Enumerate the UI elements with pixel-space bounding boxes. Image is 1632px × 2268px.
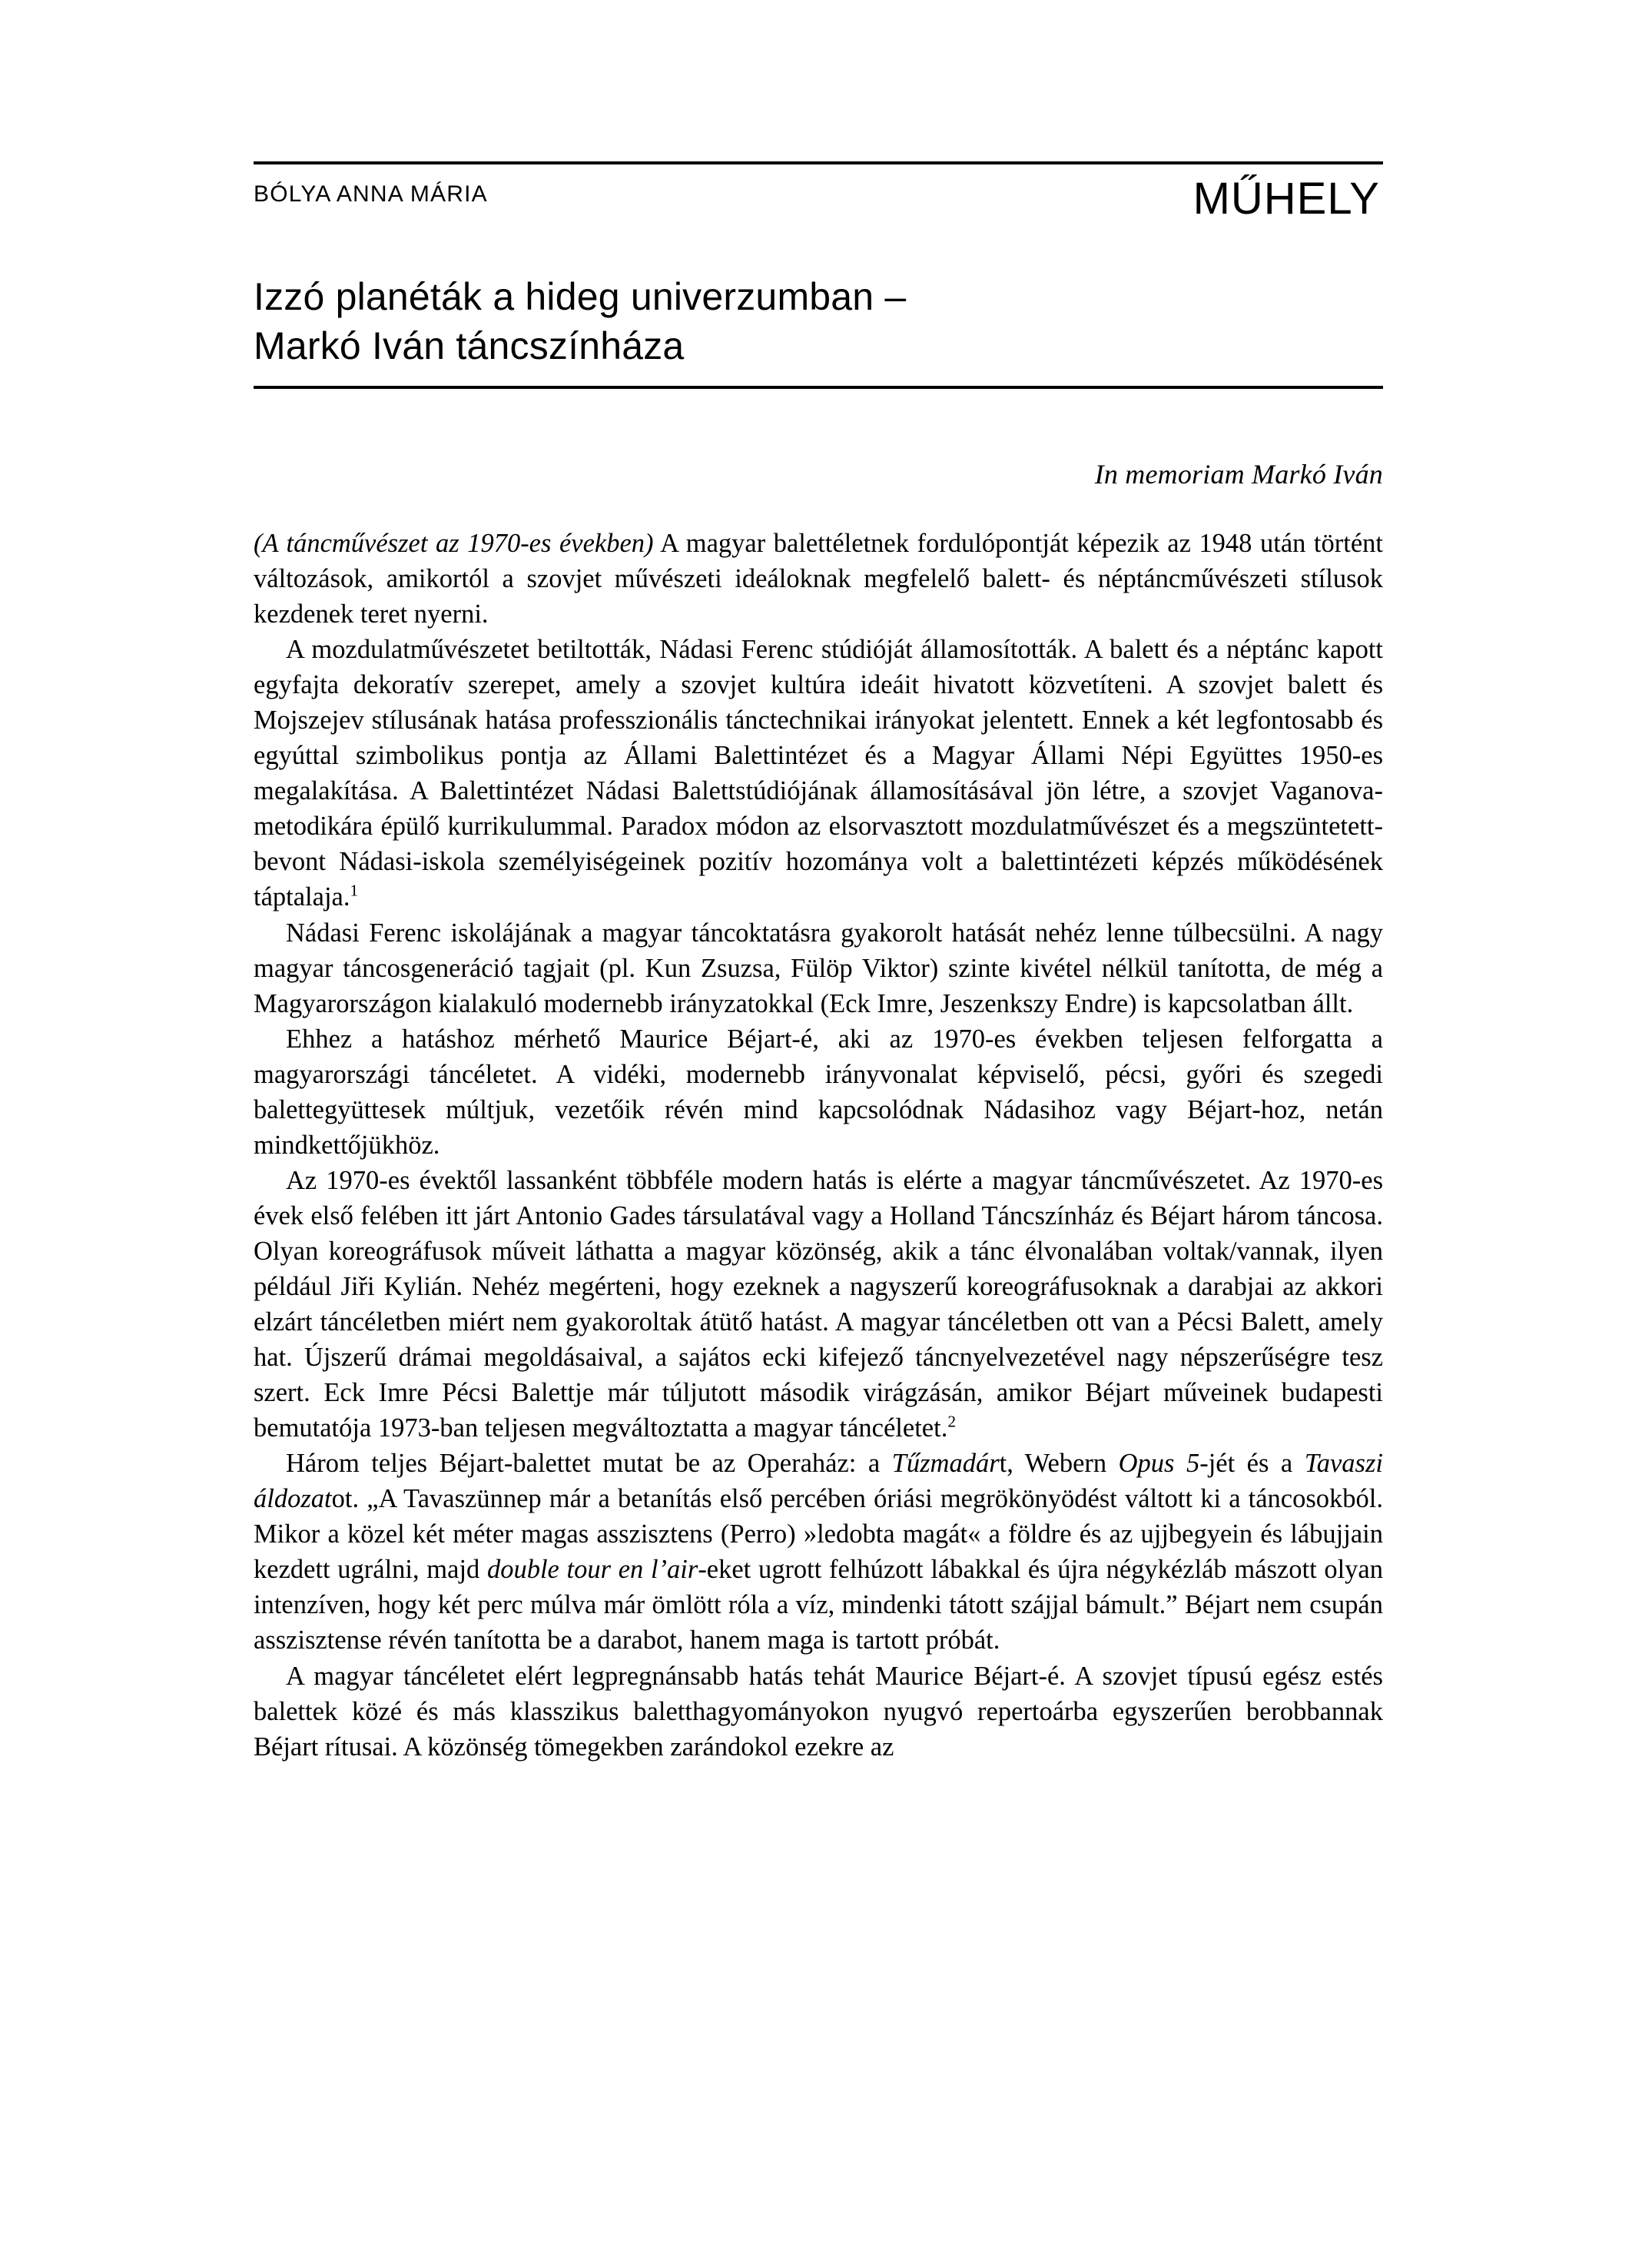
emphasis-text: Tavaszi áldozat	[254, 1449, 1383, 1514]
page-title-line-2: Markó Iván táncszínháza	[254, 324, 685, 367]
dedication: In memoriam Markó Iván	[1094, 459, 1383, 490]
body-text-run: Az 1970-es évektől lassanként többféle modern hatás is elérte a magyar táncművészetet. Az 1970-es évek első felében itt járt Antonio Gades társulatával vagy a Holland Táncszínház és Béjart három táncosa. Olyan koreográfusok műveit láthatta a magyar közönség, akik a tánc élvonalában voltak/vannak, ilyen például Jiři Kylián. Nehéz megérteni, hogy ezeknek a nagyszerű koreográfusoknak a darabjai az akkori elzárt táncéletben miért nem gyakoroltak átütő hatást. A magyar táncéletben ott van a Pécsi Balett, amely hat. Újszerű drámai megoldásaival, a sajátos ecki kifejező táncnyelvezetével nagy népszerűségre tesz szert. Eck Imre Pécsi Balettje már túljutott második virágzásán, amikor Béjart műveinek budapesti bemutatója 1973-ban teljesen megváltoztatta a magyar táncéletet.	[254, 1165, 1383, 1443]
body-text-run: A mozdulatművészetet betiltották, Nádasi Ferenc stúdióját államosították. A balett és a néptánc kapott egyfajta dekoratív szerepet, amely a szovjet kultúra ideáit hivatott közvetíteni. A szovjet balett és Mojszejev stílusának hatása professzionális tánctechnikai irányokat jelentett. Ennek a két legfontosabb és egyúttal szimbolikus pontja az Állami Balettintézet és a Magyar Állami Népi Együttes 1950-es megalakítása. A Balettintézet Nádasi Balettstúdiójának államosításával jön létre, a szovjet Vaganova-metodikára épülő kurrikulummal. Paradox módon az elsorvasztott mozdulatművészet és a megszüntetett-bevont Nádasi-iskola személyiségeinek pozitív hozománya volt a balettintézeti képzés működésének táptalaja.	[254, 635, 1383, 912]
body-paragraph	[254, 526, 1383, 632]
body-text-run: Nádasi Ferenc iskolájának a magyar táncoktatásra gyakorolt hatását nehéz lenne túlbecsülni. A nagy magyar táncosgeneráció tagjait (pl. Kun Zsuzsa, Fülöp Viktor) szinte kivétel nélkül tanította, de még a Magyarországon kialakuló modernebb irányzatokkal (Eck Imre, Jeszenkszy Endre) is kapcsolatban állt.	[254, 918, 1383, 1018]
page-content	[254, 161, 1383, 1765]
body-paragraph	[254, 1021, 1383, 1163]
emphasis-text: (A táncművészet az 1970-es években)	[254, 529, 654, 558]
body-paragraph	[254, 1659, 1383, 1765]
body-text-run: -eket ugrott felhúzott lábakkal és újra négykézláb mászott olyan intenzíven, hogy két perc múlva már ömlött róla a víz, mindenki tátott szájjal bámult.” Béjart nem csupán asszisztense révén tanította be a darabot, hanem maga is tartott próbát.	[254, 1555, 1383, 1655]
body-text-run: A magyar táncéletet elért legpregnánsabb hatás tehát Maurice Béjart-é. A szovjet típusú egész estés balettek közé és más klasszikus baletthagyományokon nyugvó repertoárba egyszerűen berobbannak Béjart rítusai. A közönség tömegekben zarándokol ezekre az	[254, 1661, 1383, 1762]
body-text-run: ot. „A Tavaszünnep már a betanítás első percében óriási megrökönyödést váltott ki a táncosokból. Mikor a közel két méter magas asszisztens (Perro) »ledobta magát« a földre és az ujjbegyein és lábujjain kezdett ugrálni, majd	[254, 1484, 1383, 1585]
body-paragraph	[254, 915, 1383, 1021]
body-text-run: Három teljes Béjart-balettet mutat be az Operaház: a	[286, 1449, 892, 1479]
article-body	[254, 526, 1383, 1765]
body-text-run: A magyar balettéletnek fordulópontját képezik az 1948 után történt változások, amikortól a szovjet művészeti ideáloknak megfelelő balett- és néptáncművészeti stílusok kezdenek teret nyerni.	[254, 529, 1383, 629]
page-title-line-1: Izzó planéták a hideg univerzumban –	[254, 275, 907, 318]
body-text-run: -jét és a	[1199, 1449, 1305, 1479]
author-name: BÓLYA ANNA MÁRIA	[254, 181, 488, 207]
header-rule-bottom	[254, 386, 1383, 389]
footnote-marker: 1	[350, 881, 359, 900]
body-text-run: t, Webern	[999, 1449, 1119, 1479]
emphasis-text: double tour en l’air	[486, 1555, 698, 1585]
body-paragraph	[254, 1446, 1383, 1658]
emphasis-text: Opus 5	[1118, 1449, 1200, 1479]
page-title	[254, 272, 1383, 370]
emphasis-text: Tűzmadár	[891, 1449, 1000, 1479]
footnote-marker: 2	[947, 1412, 957, 1431]
body-paragraph	[254, 632, 1383, 915]
body-text-run: Ehhez a hatáshoz mérhető Maurice Béjart-é, aki az 1970-es években teljesen felforgatta a magyarországi táncéletet. A vidéki, modernebb irányvonalat képviselő, pécsi, győri és szegedi balettegyüttesek múltjuk, vezetőik révén mind kapcsolódnak Nádasihoz vagy Béjart-hoz, netán mindkettőjükhöz.	[254, 1024, 1383, 1160]
body-paragraph	[254, 1163, 1383, 1446]
page-header	[254, 164, 1383, 224]
section-label: MŰHELY	[1192, 174, 1380, 224]
